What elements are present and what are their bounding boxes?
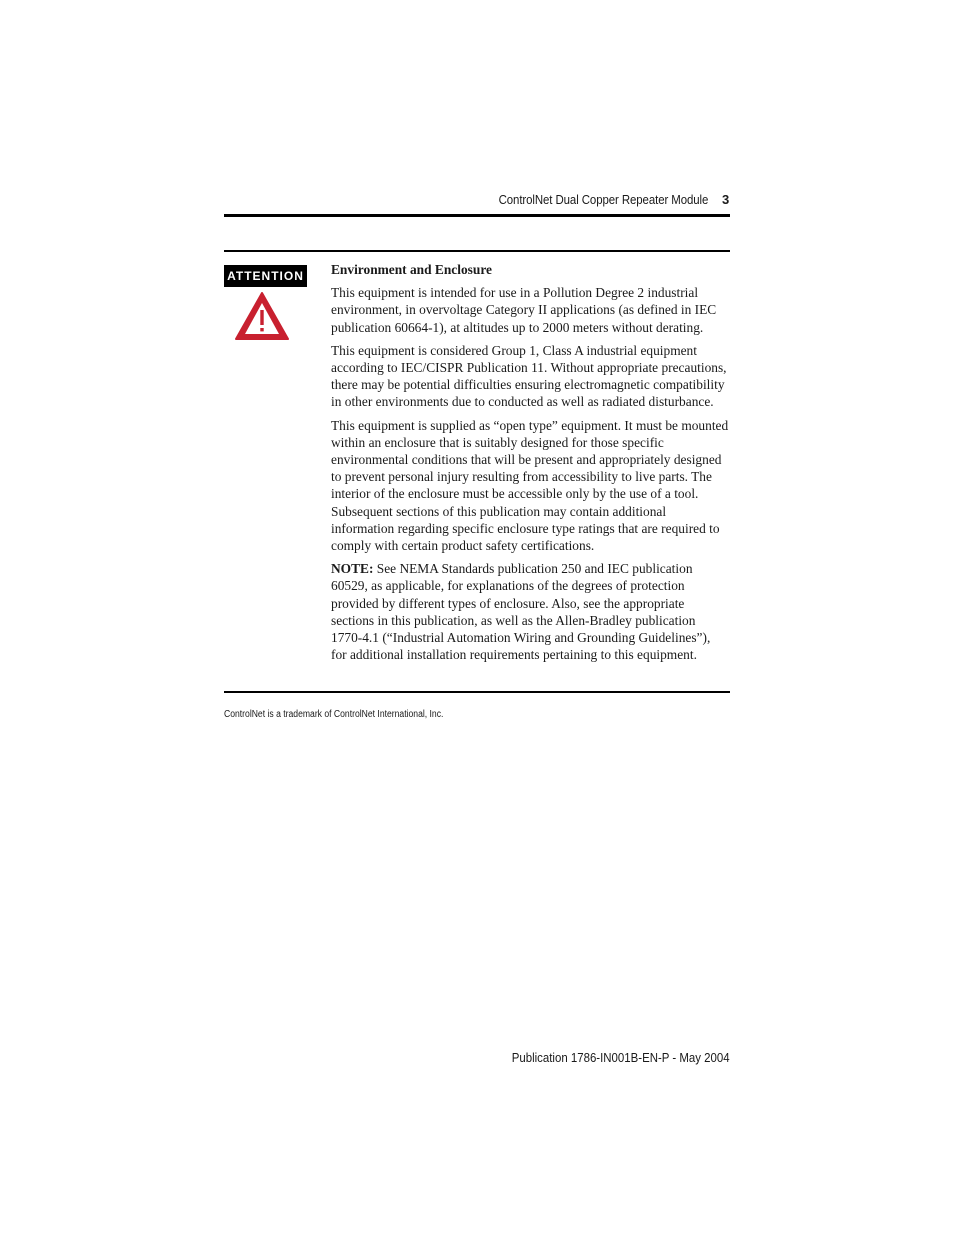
trademark-footnote: ControlNet is a trademark of ControlNet International, Inc. [224,709,444,720]
attention-paragraph-1: This equipment is intended for use in a Pollution Degree 2 industrial environment, in overvoltage Category II applications (as defined in IEC publication 60664-1), at altitudes up to 2000 meters without derating. [331,285,717,335]
attention-heading: Environment and Enclosure [331,262,492,277]
attention-top-rule [224,250,730,252]
attention-bottom-rule [224,691,730,693]
header-rule [224,214,730,217]
attention-content [331,261,729,669]
running-header [470,192,708,207]
note-text: See NEMA Standards publication 250 and IEC publication 60529, as applicable, for explanations of the degrees of protection provided by different types of enclosure. Also, see the appropriate sections in this publication, as well as the Allen-Bradley publication 1770-4.1 (“Industrial Automation Wiring and Grounding Guidelines”), for additional installation requirements pertaining to this equipment. [331,561,711,663]
attention-paragraph-3: This equipment is supplied as “open type” equipment. It must be mounted within an enclosure that is suitably designed for those specific environmental conditions that will be present and appropriately designed to prevent personal injury resulting from accessibility to live parts. The interior of the enclosure must be accessible only by the use of a tool. Subsequent sections of this publication may contain additional information regarding specific enclosure type ratings that are required to comply with certain product safety certifications. [331,417,729,554]
attention-label: ATTENTION [224,265,307,287]
running-header-title: ControlNet Dual Copper Repeater Module [498,192,708,207]
note-label: NOTE: [331,561,374,577]
warning-triangle-icon [234,291,290,341]
publication-footer: Publication 1786-IN001B-EN-P - May 2004 [512,1050,730,1065]
page-number: 3 [722,192,730,207]
attention-paragraph-2: This equipment is considered Group 1, Class A industrial equipment according to IEC/CISPR Publication 11. Without appropriate precautions, there may be potential difficulties ensuring electromagnetic compatibility in other environments due to conducted as well as radiated disturbance. [331,342,727,410]
attention-note [331,560,729,663]
